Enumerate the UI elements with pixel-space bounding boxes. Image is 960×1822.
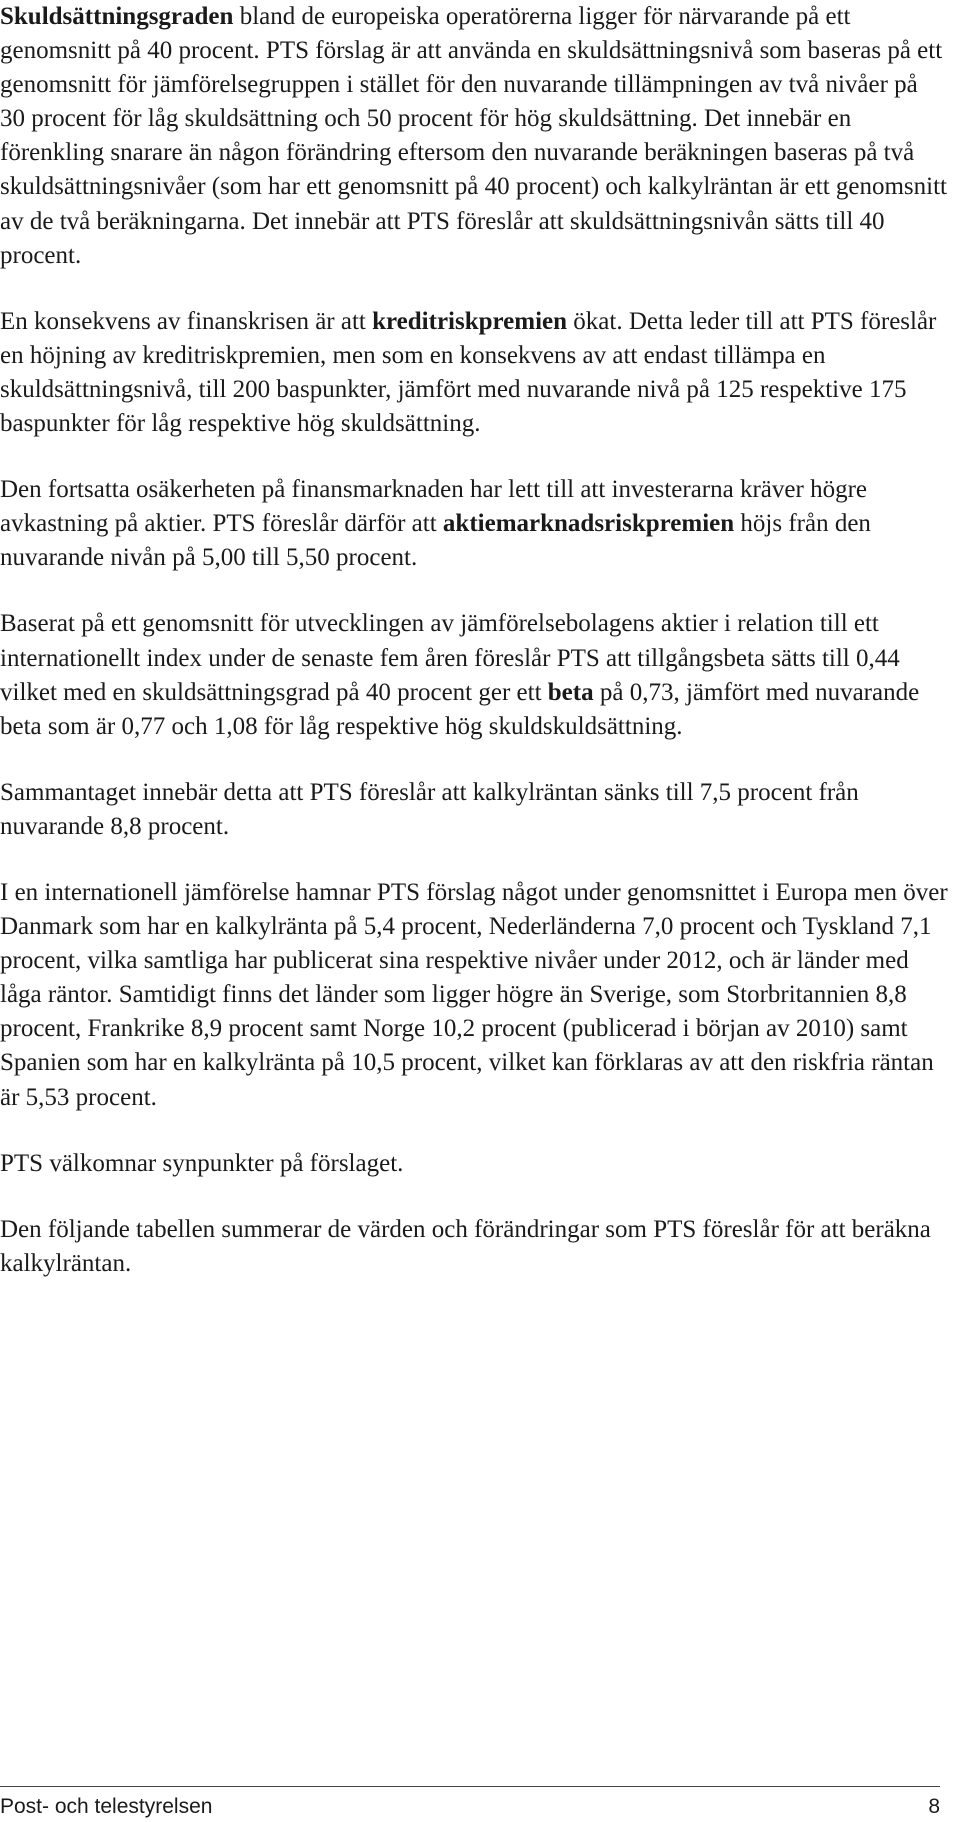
paragraph-text: Baserat på ett genomsnitt för utvecklingen av jämförelsebolagens aktier i relation till ett internationellt index under de senaste fem åren föreslår PTS att tillgångsbeta sätts till 0,44 vilket med en skuldsättningsgrad på 40 procent ger ett	[0, 610, 900, 706]
paragraph-beta	[0, 607, 948, 743]
paragraph-sammantaget: Sammantaget innebär detta att PTS föreslår att kalkylräntan sänks till 7,5 procent från nuvarande 8,8 procent.	[0, 778, 859, 840]
bold-term-skuldsattningsgraden: Skuldsättningsgraden	[0, 3, 234, 30]
page-number: 8	[928, 1795, 940, 1818]
bold-term-kreditriskpremien: kreditriskpremien	[372, 307, 568, 335]
paragraph-text: ökat. Detta leder till att PTS föreslår en höjning av kreditriskpremien, men som en konsekvens av att endast tillämpa en skuldsättningsnivå, till 200 baspunkter, jämfört med nuvarande nivå på 125 respektive 175 baspunkter för låg respektive hög skuldsättning.	[0, 307, 937, 438]
footer-organization: Post- och telestyrelsen	[0, 1795, 213, 1818]
bold-term-aktiemarknadsriskpremien: aktiemarknadsriskpremien	[442, 510, 735, 538]
paragraph-kreditriskpremie	[0, 305, 948, 441]
paragraph-text: på 0,73, jämfört med nuvarande beta som är 0,77 och 1,08 för låg respektive hög skuldskuldsättning.	[0, 678, 920, 740]
paragraph-text: En konsekvens av finanskrisen är att	[0, 307, 373, 335]
paragraph-text: höjs från den nuvarande nivån på 5,00 till 5,50 procent.	[0, 510, 871, 572]
footer-divider	[0, 1786, 940, 1787]
paragraph-internationell-jamforelse: I en internationell jämförelse hamnar PTS förslag något under genomsnittet i Europa men över Danmark som har en kalkylränta på 5,4 procent, Nederländerna 7,0 procent och Tyskland 7,1 procent, vilka samtliga har publicerat sina respektive nivåer under 2012, och är länder med låga räntor. Samtidigt finns det länder som ligger högre än Sverige, som Storbritannien 8,8 procent, Frankrike 8,9 procent samt Norge 10,2 procent (publicerad i början av 2010) samt Spanien som har en kalkylränta på 10,5 procent, vilket kan förklaras av att den riskfria räntan är 5,53 procent.	[0, 878, 948, 1111]
paragraph-text: bland de europeiska operatörerna ligger för närvarande på ett genomsnitt på 40 procent. PTS förslag är att använda en skuldsättningsnivå som baseras på ett genomsnitt för jämförelsegruppen i stället för den nuvarande tillämpningen av två nivåer på 30 procent för låg skuldsättning och 50 procent för hög skuldsättning. Det innebär en förenkling snarare än någon förändring eftersom den nuvarande beräkningen baseras på två skuldsättningsnivåer (som har ett genomsnitt på 40 procent) och kalkylräntan är ett genomsnitt av de två beräkningarna. Det innebär att PTS föreslår att skuldsättningsnivån sätts till 40 procent.	[0, 3, 947, 269]
paragraph-aktiemarknadsriskpremie	[0, 473, 948, 575]
bold-term-beta: beta	[547, 678, 594, 706]
paragraph-skuldsattningsgrad	[0, 0, 948, 273]
paragraph-synpunkter: PTS välkomnar synpunkter på förslaget.	[0, 1149, 404, 1177]
paragraph-tabell-intro: Den följande tabellen summerar de värden och förändringar som PTS föreslår för att beräkna kalkylräntan.	[0, 1215, 931, 1277]
paragraph-text: Den fortsatta osäkerheten på finansmarknaden har lett till att investerarna kräver högre avkastning på aktier. PTS föreslår därför att	[0, 476, 867, 538]
